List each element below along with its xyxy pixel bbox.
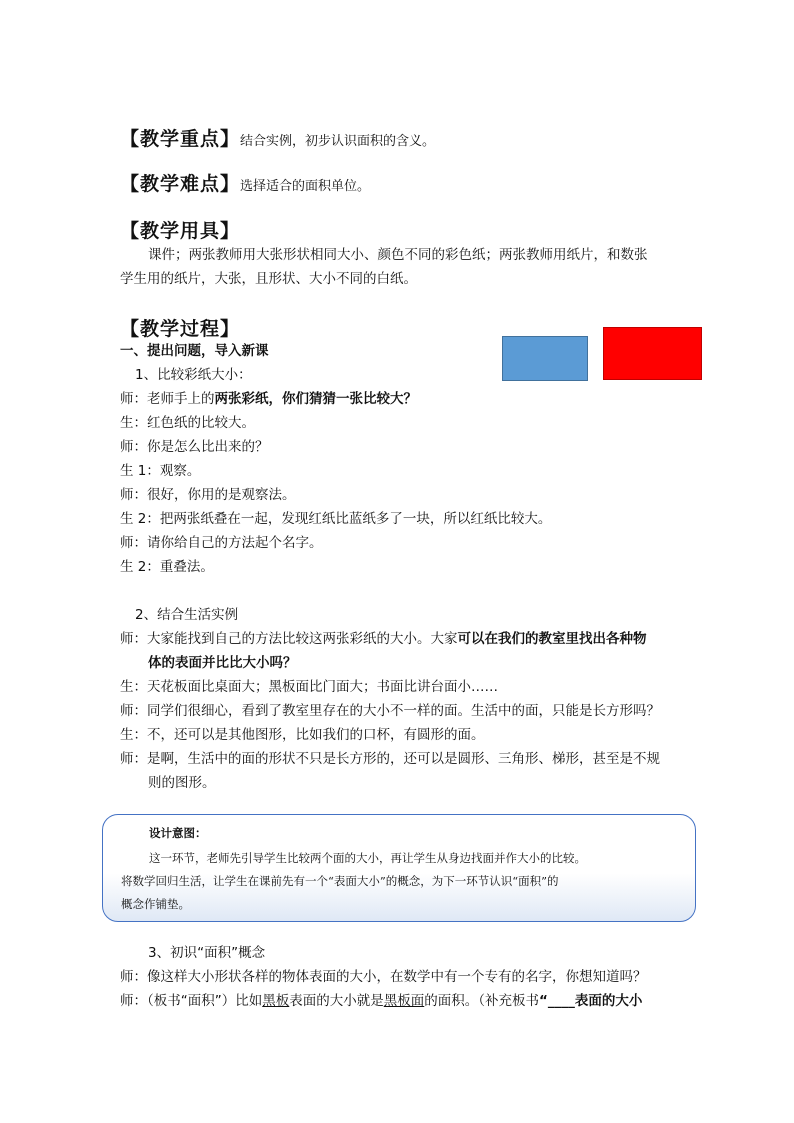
dialogue-line-1 (120, 388, 417, 410)
design-intent-box (102, 814, 696, 922)
part2-line-6: 师：是啊，生活中的面的形状不只是长方形的，还可以是圆形、三角形、梯形，甚至是不规 (120, 751, 660, 767)
dialogue-bold: 两张彩纸，你们猜猜一张比较大？ (214, 391, 417, 407)
part3-underline-1: 黑板 (262, 993, 290, 1009)
dialogue-line-7: 师：请你给自己的方法起个名字。 (120, 535, 323, 551)
part3-line-2 (120, 990, 642, 1012)
design-intent-line-1: 这一环节，老师先引导学生比较两个面的大小，再让学生从身边找面并作大小的比较。 (149, 851, 586, 865)
part2-line-7: 则的图形。 (148, 775, 216, 791)
part3-underline-2: 黑板面 (383, 993, 425, 1009)
key-point-row (120, 124, 435, 151)
key-point-label: 【教学重点】 (120, 128, 241, 150)
dialogue-text: 师：老师手上的 (120, 391, 215, 407)
design-intent-title: 设计意图： (149, 826, 207, 840)
step1-label: 1、比较彩纸大小： (135, 367, 252, 383)
part2-bold: 可以在我们的教室里找出各种物 (457, 631, 647, 647)
dialogue-line-3: 师：你是怎么比出来的？ (120, 439, 269, 455)
part2-text: 师：大家能找到自己的方法比较这两张彩纸的大小。大家 (120, 631, 458, 647)
part3-line-1: 师：像这样大小形状各样的物体表面的大小，在数学中有一个专有的名字，你想知道吗？ (120, 969, 647, 985)
key-point-text: 结合实例，初步认识面积的含义。 (240, 134, 436, 149)
blue-paper (502, 336, 588, 381)
part2-line-5: 生：不，还可以是其他图形，比如我们的口杯，有圆形的面。 (120, 727, 485, 743)
dialogue-line-2: 生：红色纸的比较大。 (120, 415, 255, 431)
difficulty-text: 选择适合的面积单位。 (240, 179, 371, 194)
design-intent-line-2: 将数学回归生活，让学生在课前先有一个“表面大小”的概念，为下一环节认识“面积”的 (121, 874, 559, 888)
part3-bold: “____表面的大小 (539, 993, 643, 1009)
dialogue-line-5: 师：很好，你用的是观察法。 (120, 487, 296, 503)
part2-bold-cont: 体的表面并比比大小吗？ (148, 655, 297, 671)
step3-label: 3、初识“面积”概念 (148, 945, 266, 961)
difficulty-row (120, 169, 370, 196)
dialogue-line-4: 生 1：观察。 (120, 463, 201, 479)
step2-label: 2、结合生活实例 (135, 607, 239, 623)
part2-line-1 (120, 628, 647, 650)
design-intent-line-3: 概念作铺垫。 (121, 897, 190, 911)
tools-label: 【教学用具】 (120, 220, 241, 242)
part2-line-4: 师：同学们很细心，看到了教室里存在的大小不一样的面。生活中的面，只能是长方形吗？ (120, 703, 660, 719)
dialogue-line-6: 生 2：把两张纸叠在一起，发现红纸比蓝纸多了一块，所以红纸比较大。 (120, 511, 552, 527)
difficulty-label: 【教学难点】 (120, 173, 241, 195)
tools-line-1: 课件；两张教师用大张形状相同大小、颜色不同的彩色纸；两张教师用纸片，和数张 (148, 247, 648, 263)
tools-line-2: 学生用的纸片，大张，且形状、大小不同的白纸。 (120, 271, 417, 287)
part3-text-a: 师：（板书“面积”）比如 (120, 993, 263, 1009)
part2-line-2 (148, 652, 297, 674)
process-label: 【教学过程】 (120, 318, 241, 340)
part3-text-b: 表面的大小就是 (289, 993, 384, 1009)
dialogue-line-8: 生 2：重叠法。 (120, 559, 214, 575)
part3-text-c: 的面积。（补充板书 (424, 993, 539, 1009)
part1-heading: 一、提出问题，导入新课 (120, 343, 269, 359)
part2-line-3: 生：天花板面比桌面大；黑板面比门面大；书面比讲台面小…… (120, 679, 498, 695)
red-paper (603, 327, 702, 380)
